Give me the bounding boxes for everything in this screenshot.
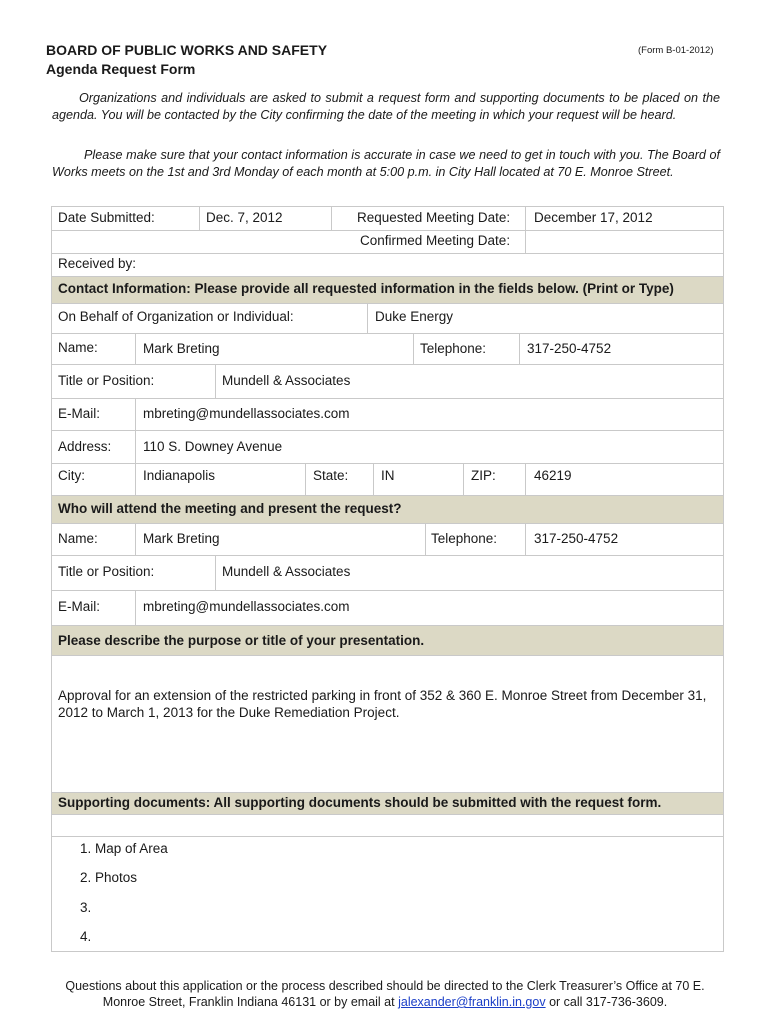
requested-meeting-date-field[interactable]: December 17, 2012 [534, 210, 653, 225]
date-submitted-field[interactable]: Dec. 7, 2012 [206, 210, 283, 225]
contact-heading: Contact Information: Please provide all requested information in the fields below. (Print or Type) [58, 281, 674, 296]
presenter-heading: Who will attend the meeting and present the request? [58, 501, 402, 516]
city-label: City: [58, 468, 85, 483]
supporting-heading: Supporting documents: All supporting documents should be submitted with the request form. [58, 795, 662, 810]
supporting-item-1[interactable]: 1. Map of Area [80, 841, 168, 856]
intro-paragraph-1: Organizations and individuals are asked to submit a request form and supporting documents to be placed on the agenda. You will be contacted by the City confirming the date of the meeting in which your request will be heard. [52, 91, 720, 122]
supporting-item-4[interactable]: 4. [80, 929, 92, 944]
behalf-label: On Behalf of Organization or Individual: [58, 309, 294, 324]
purpose-heading: Please describe the purpose or title of your presentation. [58, 633, 425, 648]
presenter-email-field[interactable]: mbreting@mundellassociates.com [143, 599, 350, 614]
address-label: Address: [58, 439, 112, 454]
footer-line-2-suffix: or call 317-736-3609. [545, 995, 668, 1009]
zip-field[interactable]: 46219 [534, 468, 572, 483]
zip-label: ZIP: [471, 468, 496, 483]
behalf-field[interactable]: Duke Energy [375, 309, 454, 324]
form-number: (Form B-01-2012) [638, 45, 714, 56]
form-title: BOARD OF PUBLIC WORKS AND SAFETY [46, 42, 328, 58]
state-field[interactable]: IN [381, 468, 395, 483]
clerk-email-link[interactable]: jalexander@franklin.in.gov [398, 995, 546, 1009]
presenter-name-field[interactable]: Mark Breting [143, 531, 220, 546]
state-label: State: [313, 468, 349, 483]
date-submitted-label: Date Submitted: [58, 210, 155, 225]
form-subtitle: Agenda Request Form [46, 61, 196, 77]
contact-title-field[interactable]: Mundell & Associates [222, 373, 351, 388]
presenter-telephone-field[interactable]: 317-250-4752 [534, 531, 619, 546]
contact-email-field[interactable]: mbreting@mundellassociates.com [143, 406, 350, 421]
presenter-title-field[interactable]: Mundell & Associates [222, 564, 351, 579]
contact-name-label: Name: [58, 340, 98, 355]
presenter-email-label: E-Mail: [58, 599, 101, 614]
address-field[interactable]: 110 S. Downey Avenue [143, 439, 283, 454]
contact-title-label: Title or Position: [58, 373, 155, 388]
footer-line-2 [40, 994, 730, 1010]
confirmed-meeting-date-label: Confirmed Meeting Date: [360, 233, 511, 248]
footer-line-2-prefix: Monroe Street, Franklin Indiana 46131 or by email at [102, 995, 399, 1009]
presenter-name-label: Name: [58, 531, 98, 546]
footer-note [40, 978, 730, 1010]
purpose-description-field[interactable]: Approval for an extension of the restricted parking in front of 352 & 360 E. Monroe Street from December 31, 2012 to March 1, 2013 for the Duke Remediation Project. [58, 688, 707, 720]
footer-line-1: Questions about this application or the process described should be directed to the Clerk Treasurer’s Office at 70 E. [65, 979, 705, 993]
contact-email-label: E-Mail: [58, 406, 101, 421]
presenter-title-label: Title or Position: [58, 564, 155, 579]
supporting-item-2[interactable]: 2. Photos [80, 870, 138, 885]
contact-telephone-field[interactable]: 317-250-4752 [527, 341, 612, 356]
supporting-item-3[interactable]: 3. [80, 900, 92, 915]
contact-name-field[interactable]: Mark Breting [143, 341, 220, 356]
intro-paragraph-2: Please make sure that your contact information is accurate in case we need to get in touch with you. The Board of Works meets on the 1st and 3rd Monday of each month at 5:00 p.m. in City Hall located at 70 E. Monroe Street. [52, 148, 720, 179]
received-by-label: Received by: [58, 256, 137, 271]
presenter-telephone-label: Telephone: [431, 531, 498, 546]
contact-telephone-label: Telephone: [420, 341, 487, 356]
requested-meeting-date-label: Requested Meeting Date: [357, 210, 511, 225]
city-field[interactable]: Indianapolis [143, 468, 216, 483]
